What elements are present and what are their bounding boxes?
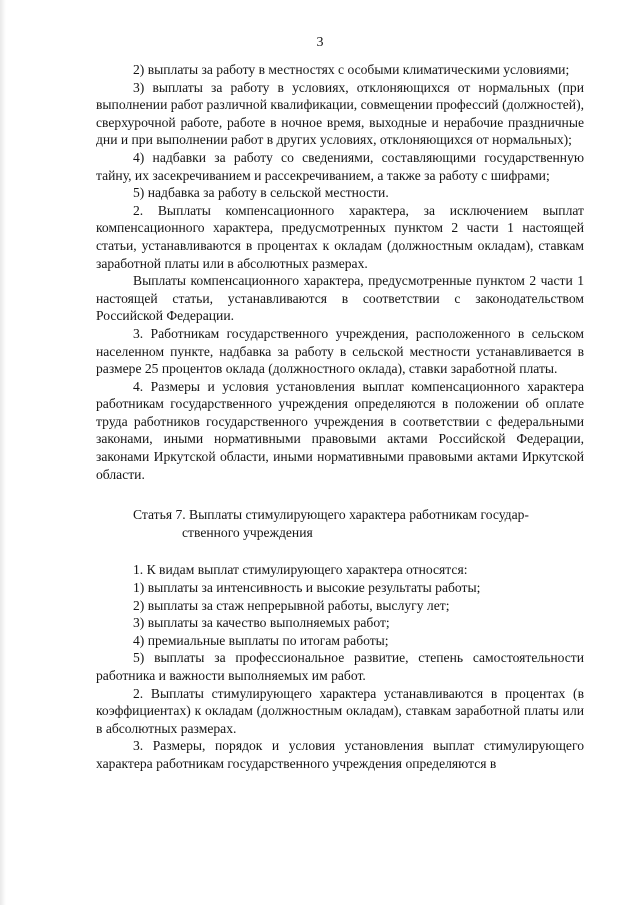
paragraph: 4. Размеры и условия установления выплат компенсационного характера работникам государственного учреждения определяются в положении об оплате труда работников государственного учреждения в соответствии с федеральными законами, иными нормативными правовыми актами Российской Федерации, законами Иркутской области, иными нормативными правовыми актами Иркутской области.: [96, 378, 584, 482]
paragraph: 1) выплаты за интенсивность и высокие результаты работы;: [133, 580, 481, 596]
article-heading-line2: ственного учреждения: [182, 524, 313, 540]
paragraph: 1. К видам выплат стимулирующего характера относятся:: [133, 562, 468, 578]
paragraph: 3) выплаты за качество выполняемых работ;: [133, 615, 390, 631]
paragraph: 3. Работникам государственного учреждения, расположенного в сельском населенном пункте, надбавка за работу в сельской местности устанавливается в размере 25 процентов оклада (должностного оклада), ставки заработной платы.: [96, 325, 584, 377]
paragraph: 3) выплаты за работу в условиях, отклоняющихся от нормальных (при выполнении работ различной квалификации, совмещении профессий (должностей), сверхурочной работе, работе в ночное время, выходные и нерабочие праздничные дни и при выполнении работ в других условиях, отклоняющихся от нормальных);: [96, 79, 584, 148]
paragraph: Выплаты компенсационного характера, предусмотренные пунктом 2 части 1 настоящей статьи, устанавливаются в соответствии с законодательством Российской Федерации.: [96, 273, 584, 324]
paragraph: 2. Выплаты стимулирующего характера устанавливаются в процентах (в коэффициентах) к окладам (должностным окладам), ставкам заработной платы или в абсолютных размерах.: [96, 685, 584, 736]
document-body: [96, 61, 584, 773]
paragraph: 2) выплаты за работу в местностях с особыми климатическими условиями;: [133, 62, 570, 77]
paragraph: 2) выплаты за стаж непрерывной работы, выслугу лет;: [133, 597, 450, 613]
scan-edge-shadow: [0, 0, 6, 905]
article-heading: [96, 506, 584, 541]
paragraph: 5) надбавка за работу в сельской местности.: [133, 185, 389, 201]
paragraph: 3. Размеры, порядок и условия установления выплат стимулирующего характера работникам государственного учреждения определяются в: [96, 738, 584, 771]
paragraph: 5) выплаты за профессиональное развитие, степень самостоятельности работника и важности выполняемых им работ.: [96, 650, 584, 683]
page-number: 3: [316, 35, 324, 50]
paragraph: 2. Выплаты компенсационного характера, за исключением выплат компенсационного характера, предусмотренных пунктом 2 части 1 настоящей статьи, устанавливаются в процентах к окладам (должностным окладам), ставкам заработной платы или в абсолютных размерах.: [96, 202, 584, 271]
article-heading-line1: Статья 7. Выплаты стимулирующего характера работникам государ-: [133, 507, 529, 523]
paragraph: 4) премиальные выплаты по итогам работы;: [133, 632, 389, 648]
paragraph: 4) надбавки за работу со сведениями, составляющими государственную тайну, их засекречиванием и рассекречиванием, а также за работу с шифрами;: [96, 149, 584, 183]
